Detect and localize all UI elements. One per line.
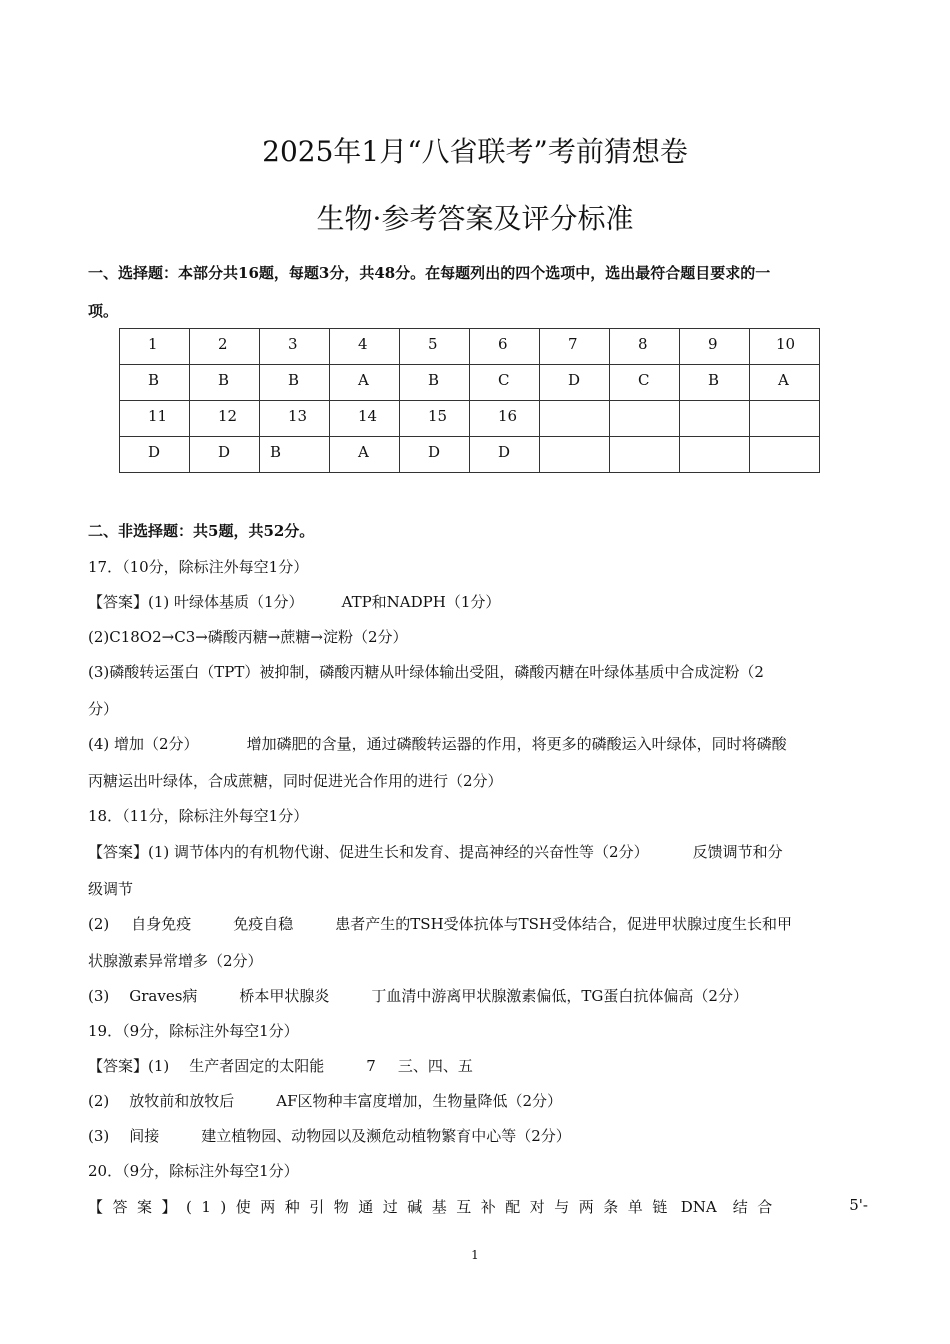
q20-answer-1-dna: DNA xyxy=(680,1198,717,1216)
q18-answer-2a: 自身免疫 xyxy=(131,915,192,933)
q19-answer-3-num: (3) xyxy=(88,1127,110,1145)
q19-answer-1a: 生产者固定的太阳能 xyxy=(189,1057,325,1075)
q18-answer-2c: 患者产生的TSH受体抗体与TSH受体结合，促进甲状腺过度生长和甲 xyxy=(335,915,793,933)
page-title: 2025年1月“八省联考”考前猜想卷 xyxy=(262,135,688,168)
q17-answer-3-tail: 分） xyxy=(88,700,119,718)
table-cell: 12 xyxy=(190,401,260,437)
q19-answer-line1 xyxy=(88,1055,868,1076)
table-cell xyxy=(610,401,680,437)
table-row xyxy=(120,437,820,473)
section2-heading: 二、非选择题：共5题，共52分。 xyxy=(88,522,315,540)
table-cell: 6 xyxy=(470,329,540,365)
q19-answer-3a: 间接 xyxy=(129,1127,160,1145)
table-cell: 11 xyxy=(120,401,190,437)
table-cell: 5 xyxy=(400,329,470,365)
table-cell: A xyxy=(330,365,400,401)
q19-answer-1b: 7 xyxy=(366,1057,376,1075)
table-cell: D xyxy=(540,365,610,401)
table-cell: 3 xyxy=(260,329,330,365)
q19-answer-line3 xyxy=(88,1125,868,1146)
q18-answer-3a: Graves病 xyxy=(129,987,198,1005)
table-row xyxy=(120,329,820,365)
table-cell: D xyxy=(120,437,190,473)
q18-answer-3c: 丁血清中游离甲状腺激素偏低，TG蛋白抗体偏高（2分） xyxy=(371,987,748,1005)
q19-answer-1-num: 【答案】(1) xyxy=(88,1057,170,1075)
q17-answer-4b: 增加磷肥的含量，通过磷酸转运器的作用，将更多的磷酸运入叶绿体，同时将磷酸 xyxy=(246,735,787,753)
q18-answer-2-num: (2) xyxy=(88,915,110,933)
table-cell: D xyxy=(190,437,260,473)
q18-answer-1b: 反馈调节和分 xyxy=(692,843,783,861)
table-cell: B xyxy=(680,365,750,401)
q18-heading: 18．（11分，除标注外每空1分） xyxy=(88,807,309,825)
q18-answer-line3 xyxy=(88,985,868,1006)
table-cell: A xyxy=(750,365,820,401)
q19-answer-2b: AF区物种丰富度增加，生物量降低（2分） xyxy=(276,1092,563,1110)
table-cell: 9 xyxy=(680,329,750,365)
q17-answer-1b: ATP和NADPH（1分） xyxy=(341,593,501,611)
table-cell xyxy=(750,437,820,473)
q20-answer-1-bind: 结合 xyxy=(732,1198,782,1216)
q17-answer-2: (2)C18O2→C3→磷酸丙糖→蔗糖→淀粉（2分） xyxy=(88,628,408,646)
q20-answer-1-tail: 5'- xyxy=(849,1196,868,1214)
q18-answer-2d: 状腺激素异常增多（2分） xyxy=(88,952,263,970)
q20-answer-1: 【答案】(1)使两种引物通过碱基互补配对与两条单链 xyxy=(88,1198,677,1216)
page-number: 1 xyxy=(471,1248,479,1262)
section1-heading: 一、选择题：本部分共16题，每题3分，共48分。在每题列出的四个选项中，选出最符合题目要求的一 xyxy=(88,264,771,282)
table-cell: B xyxy=(260,437,330,473)
q18-answer-2b: 免疫自稳 xyxy=(233,915,294,933)
table-cell xyxy=(540,437,610,473)
table-cell: B xyxy=(260,365,330,401)
table-cell: 13 xyxy=(260,401,330,437)
table-cell xyxy=(610,437,680,473)
table-row xyxy=(120,401,820,437)
q18-answer-line1 xyxy=(88,841,868,862)
q17-answer-4c: 丙糖运出叶绿体，合成蔗糖，同时促进光合作用的进行（2分） xyxy=(88,772,503,790)
table-cell: 1 xyxy=(120,329,190,365)
q17-answer-1: 【答案】(1) 叶绿体基质（1分） xyxy=(88,593,304,611)
q18-answer-line2 xyxy=(88,913,868,934)
q19-answer-1c: 三、四、五 xyxy=(397,1057,473,1075)
table-cell xyxy=(680,437,750,473)
q20-answer-line1 xyxy=(88,1196,868,1217)
table-row xyxy=(120,365,820,401)
table-cell: B xyxy=(190,365,260,401)
q19-heading: 19．（9分，除标注外每空1分） xyxy=(88,1022,299,1040)
table-cell: 15 xyxy=(400,401,470,437)
q20-heading: 20．（9分，除标注外每空1分） xyxy=(88,1162,299,1180)
page-subtitle: 生物·参考答案及评分标准 xyxy=(316,202,634,235)
q19-answer-line2 xyxy=(88,1090,868,1111)
table-cell: 2 xyxy=(190,329,260,365)
q17-answer-3: (3)磷酸转运蛋白（TPT）被抑制，磷酸丙糖从叶绿体输出受阻，磷酸丙糖在叶绿体基质中合成淀粉（2 xyxy=(88,663,764,681)
table-cell: C xyxy=(610,365,680,401)
q18-answer-3b: 桥本甲状腺炎 xyxy=(239,987,330,1005)
table-cell: 10 xyxy=(750,329,820,365)
table-cell: B xyxy=(400,365,470,401)
q17-heading: 17．（10分，除标注外每空1分） xyxy=(88,558,309,576)
table-cell xyxy=(680,401,750,437)
q18-answer-1c: 级调节 xyxy=(88,880,134,898)
table-cell: D xyxy=(400,437,470,473)
table-cell: 14 xyxy=(330,401,400,437)
q19-answer-2a: 放牧前和放牧后 xyxy=(129,1092,235,1110)
q19-answer-2-num: (2) xyxy=(88,1092,110,1110)
q17-answer-4: (4) 增加（2分） xyxy=(88,735,199,753)
table-cell: 16 xyxy=(470,401,540,437)
table-cell: A xyxy=(330,437,400,473)
table-cell: 4 xyxy=(330,329,400,365)
q17-answer-line4 xyxy=(88,733,868,754)
answer-table xyxy=(119,328,820,473)
table-cell: D xyxy=(470,437,540,473)
q19-answer-3b: 建立植物园、动物园以及濒危动植物繁育中心等（2分） xyxy=(201,1127,571,1145)
table-cell: C xyxy=(470,365,540,401)
section1-heading-tail: 项。 xyxy=(88,302,119,320)
q17-answer-line1 xyxy=(88,591,868,612)
q18-answer-1: 【答案】(1) 调节体内的有机物代谢、促进生长和发育、提高神经的兴奋性等（2分） xyxy=(88,843,649,861)
q18-answer-3-num: (3) xyxy=(88,987,110,1005)
table-cell: B xyxy=(120,365,190,401)
table-cell xyxy=(540,401,610,437)
table-cell xyxy=(750,401,820,437)
table-cell: 8 xyxy=(610,329,680,365)
table-cell: 7 xyxy=(540,329,610,365)
